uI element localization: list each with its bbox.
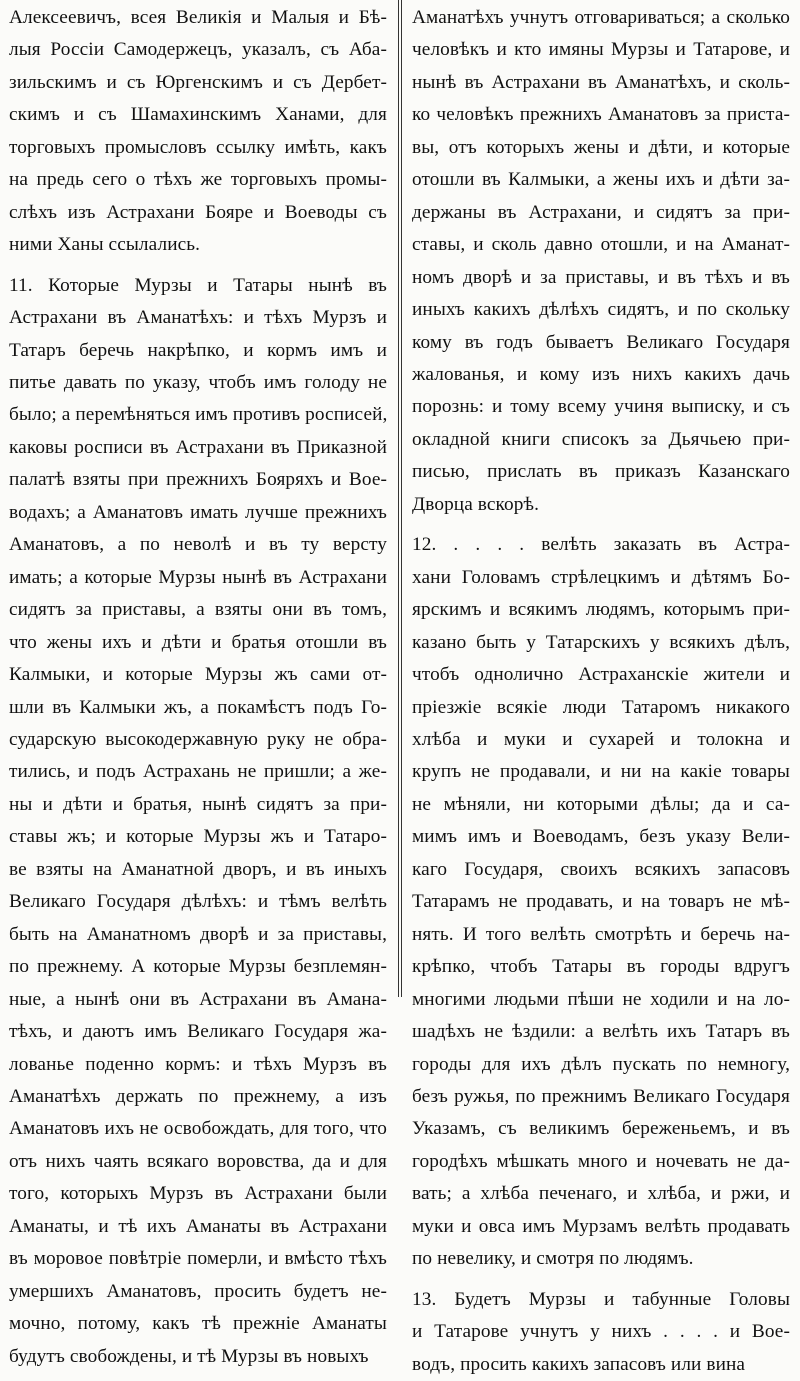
text-line: Аманатѣхъ держать по прежнему, а изъ [9, 1085, 387, 1107]
text-line: ве взяты на Аманатной дворъ, и въ иныхъ [9, 858, 387, 880]
text-line: тились, и подъ Астрахань не пришли; а же- [9, 761, 387, 783]
text-line: водахъ; а Аманатовъ имать лучше прежнихъ [9, 501, 387, 523]
text-line: Дворца вскорѣ. [412, 493, 540, 515]
text-line: отошли въ Калмыки, а жены ихъ и дѣти за- [412, 169, 790, 191]
text-line: порознь: и тому всему учиня выписку, и съ [412, 396, 790, 418]
right-column [412, 2, 790, 1381]
column-divider-inner [401, 0, 402, 997]
text-line: крѣпко, чтобъ Татары въ городы вдругъ [412, 956, 790, 978]
text-line: ярскимъ и всякимъ людямъ, которымъ при- [412, 599, 790, 621]
text-line: держаны въ Астрахани, и сидятъ за при- [412, 201, 790, 223]
text-line: Указамъ, съ великимъ береженьемъ, и въ [412, 1118, 790, 1140]
text-line: было; а перемѣняться имъ противъ росписей, [9, 404, 388, 426]
text-line: водъ, просить какихъ запасовъ или вина [412, 1353, 746, 1375]
text-line: пріезжіе всякіе люди Татаромъ никакого [412, 696, 790, 718]
text-line: вать; а хлѣба печенаго, и хлѣба, и ржи, и [412, 1183, 790, 1205]
text-line: 11. Которые Мурзы и Татары нынѣ въ [9, 274, 387, 296]
text-line: будутъ свобождены, и тѣ Мурзы въ новыхъ [9, 1345, 369, 1367]
text-line: ные, а нынѣ они въ Астрахани въ Амана- [9, 988, 387, 1010]
text-line: лыя Россіи Самодержецъ, указалъ, съ Аба- [9, 39, 387, 61]
text-line: Великаго Государя дѣлѣхъ: и тѣмъ велѣть [9, 891, 387, 913]
text-line: крупъ не продавали, и ни на какіе товары [412, 761, 790, 783]
text-line: по прежнему. А которые Мурзы безплемян- [9, 956, 387, 978]
text-line: окладной книги списокъ за Дьячьею при- [412, 428, 790, 450]
text-line: на предь сего о тѣхъ же торговыхъ промы- [9, 169, 387, 191]
text-line: Татаръ беречь накрѣпко, и кормъ имъ и [9, 339, 387, 361]
text-line: человѣкъ и кто имяны Мурзы и Татарове, и [412, 39, 790, 61]
text-line: ставы, и сколь давно отошли, и на Аманат- [412, 234, 790, 256]
text-line: Аманатовъ ихъ не освобождать, для того, что [9, 1118, 387, 1140]
text-line: ко человѣкъ прежнихъ Аманатовъ за приста- [412, 104, 790, 126]
text-line: скимъ и съ Шамахинскимъ Ханами, для [9, 104, 387, 126]
paragraph-11 [9, 270, 387, 1373]
text-line: городы для ихъ дѣлъ пускать по немногу, [412, 1053, 790, 1075]
text-line: питье давать по указу, чтобъ имъ голоду не [9, 371, 387, 393]
text-line: Аманатовъ, а по неволѣ и въ ту версту [9, 534, 387, 556]
paragraph-13 [412, 1284, 790, 1381]
text-line: 13. Будетъ Мурзы и табунные Головы [412, 1288, 790, 1310]
text-line: и Татарове учнутъ у нихъ . . . . и Вое- [412, 1321, 790, 1343]
text-line: быть на Аманатномъ дворѣ и за приставы, [9, 923, 387, 945]
text-line: тѣхъ, и даютъ имъ Великаго Государя жа- [9, 1021, 387, 1043]
left-column [9, 2, 387, 1373]
text-line: не мѣняли, ни которыми дѣлы; да и са- [412, 793, 790, 815]
text-line: слѣхъ изъ Астрахани Бояре и Воеводы съ [9, 201, 387, 223]
text-line: казано быть у Татарскихъ у всякихъ дѣлъ, [412, 631, 790, 653]
text-line: мимъ имъ и Воеводамъ, безъ указу Вели- [412, 826, 790, 848]
text-line: иныхъ какихъ дѣлѣхъ сидятъ, и по скольку [412, 299, 790, 321]
text-line: каковы росписи въ Астрахани въ Приказной [9, 436, 387, 458]
text-line: писью, прислать въ приказъ Казанскаго [412, 461, 790, 483]
text-line: номъ дворѣ и за приставы, и въ тѣхъ и въ [412, 266, 790, 288]
text-line: Аманатѣхъ учнутъ отговариваться; а сколько [412, 7, 790, 28]
paragraph-12 [412, 529, 790, 1275]
text-line: сударскую высокодержавную руку не обра- [9, 728, 387, 750]
text-line: ны и дѣти и братья, нынѣ сидятъ за при- [9, 793, 387, 815]
text-line: безъ ружья, по прежнимъ Великаго Государя [412, 1085, 790, 1107]
text-line: хлѣба и муки и сухарей и толокна и [412, 728, 790, 750]
text-line: хани Головамъ стрѣлецкимъ и дѣтямъ Бо- [412, 566, 790, 588]
text-line: вы, отъ которыхъ жены и дѣти, и которые [412, 136, 790, 158]
text-line: по невелику, и смотря по людямъ. [412, 1248, 694, 1270]
text-line: нять. И того велѣть смотрѣть и беречь на- [412, 923, 790, 945]
text-line: Астрахани въ Аманатѣхъ: и тѣхъ Мурзъ и [9, 307, 387, 329]
text-line: Алексеевичъ, всея Великія и Малыя и Бѣ- [9, 7, 387, 28]
text-line: того, которыхъ Мурзъ въ Астрахани были [9, 1183, 387, 1205]
text-line: сидятъ за приставы, а взяты они въ томъ, [9, 599, 387, 621]
text-line: Калмыки, и которые Мурзы жъ сами от- [9, 664, 387, 686]
text-line: 12. . . . . велѣть заказать въ Астра- [412, 534, 790, 556]
text-line: торговыхъ промысловъ ссылку имѣть, какъ [9, 136, 387, 158]
text-line: зильскимъ и съ Юргенскимъ и съ Дербет- [9, 71, 387, 93]
text-line: отъ нихъ чаять всякаго воровства, да и для [9, 1150, 387, 1172]
text-line: Татарамъ не продавать, и на товаръ не мѣ- [412, 891, 790, 913]
text-line: чтобъ однолично Астраханскіе жители и [412, 664, 790, 686]
text-line: умершихъ Аманатовъ, просить будетъ не- [9, 1280, 387, 1302]
paragraph-continuation-right [412, 2, 790, 521]
text-line: шли въ Калмыки жъ, а покамѣстъ подъ Го- [9, 696, 387, 718]
text-line: въ моровое повѣтріе померли, и вмѣсто тѣхъ [9, 1248, 387, 1270]
text-line: ставы жъ; и которые Мурзы жъ и Татаро- [9, 826, 387, 848]
text-line: кому въ годъ бываетъ Великаго Государя [412, 331, 790, 353]
column-divider [398, 0, 399, 997]
text-line: многими людьми пѣши не ходили и на ло- [412, 988, 790, 1010]
text-line: нынѣ въ Астрахани въ Аманатѣхъ, и сколь- [412, 71, 790, 93]
text-line: жалованья, и кому изъ нихъ какихъ дачь [412, 363, 790, 385]
text-line: мочно, потому, какъ тѣ прежніе Аманаты [9, 1313, 387, 1335]
text-line: ними Ханы ссылались. [9, 234, 201, 256]
text-line: имать; а которые Мурзы нынѣ въ Астрахани [9, 566, 387, 588]
text-line: шадѣхъ не ѣздили: а велѣть ихъ Татаръ въ [412, 1021, 790, 1043]
text-line: городѣхъ мѣшкать много и ночевать не да- [412, 1150, 790, 1172]
text-line: лованье поденно кормъ: и тѣхъ Мурзъ въ [9, 1053, 387, 1075]
text-line: что жены ихъ и дѣти и братья отошли въ [9, 631, 387, 653]
text-line: каго Государя, своихъ всякихъ запасовъ [412, 858, 790, 880]
text-line: муки и овса имъ Мурзамъ велѣть продавать [412, 1215, 790, 1237]
text-line: Аманаты, и тѣ ихъ Аманаты въ Астрахани [9, 1215, 387, 1237]
paragraph-continuation [9, 2, 387, 262]
text-line: палатѣ взяты при прежнихъ Бояряхъ и Вое- [9, 469, 387, 491]
